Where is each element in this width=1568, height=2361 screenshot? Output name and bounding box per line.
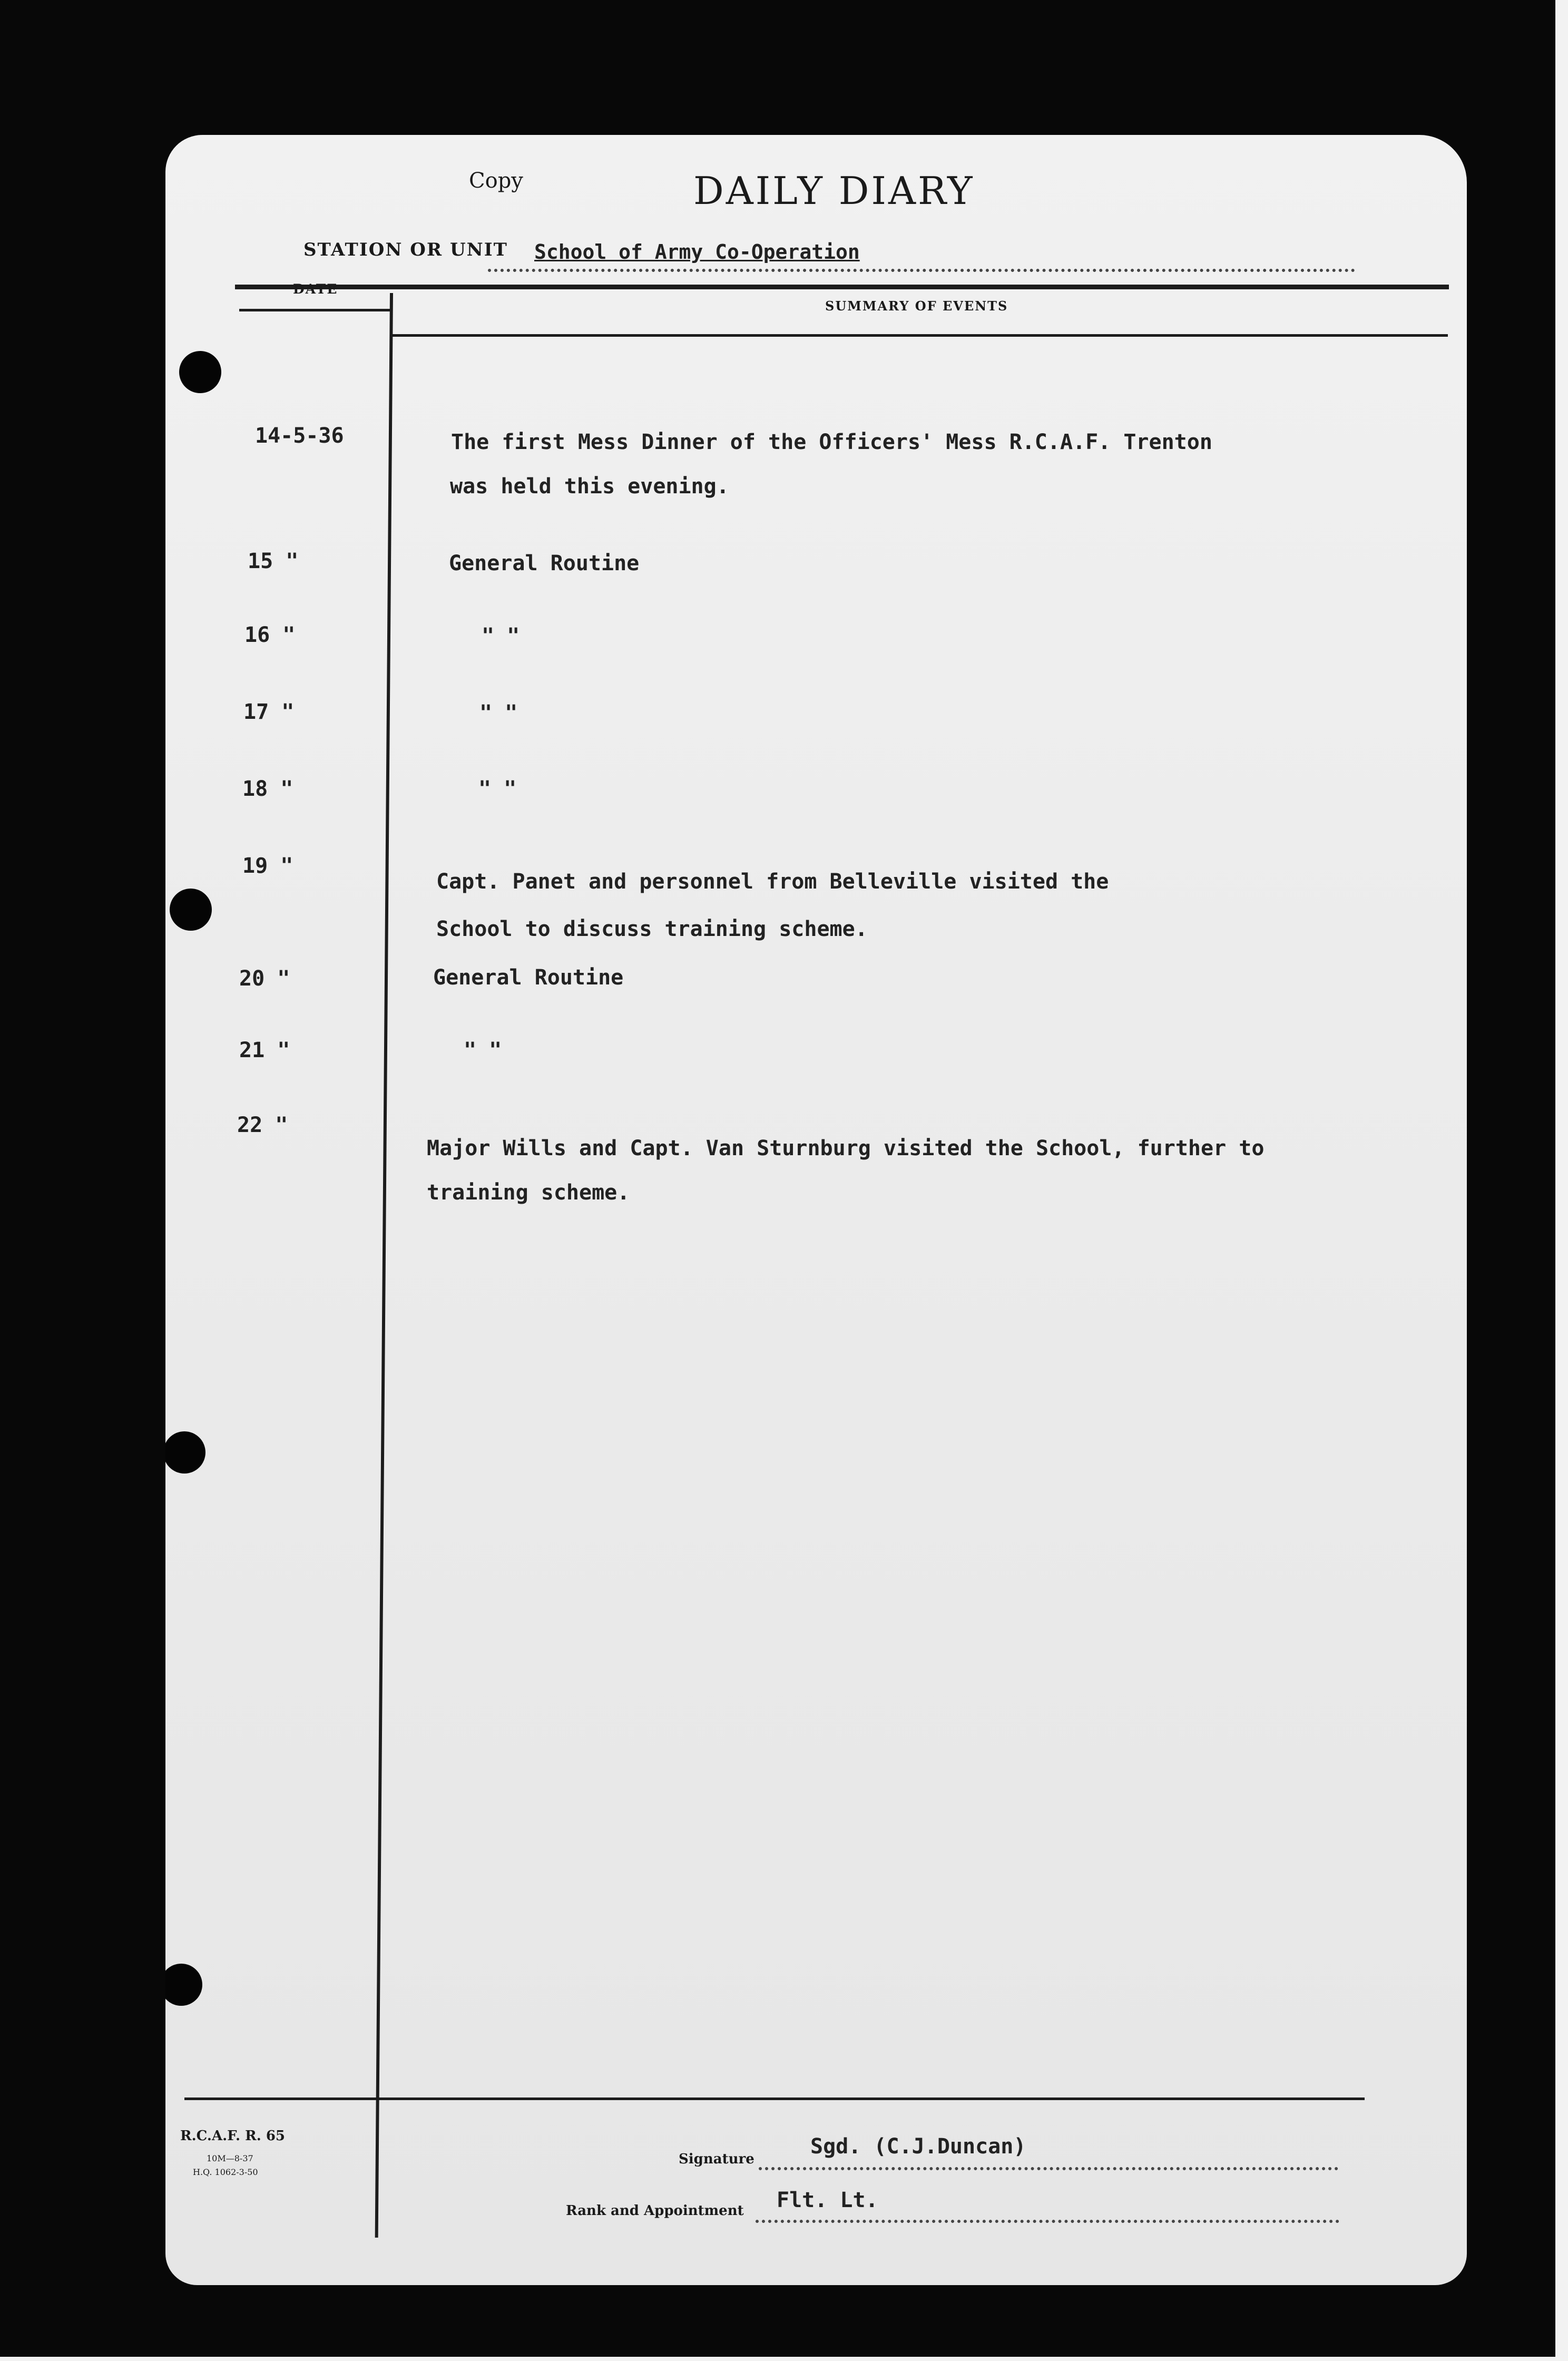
signature-label: Signature	[679, 2151, 754, 2167]
entry-date: 15 "	[248, 549, 299, 573]
entry-date: 20 "	[239, 967, 290, 991]
entry-date: 16 "	[244, 623, 296, 647]
rank-value: Flt. Lt.	[777, 2188, 878, 2212]
entry-date: 19 "	[242, 854, 293, 878]
entry-date: 22 "	[237, 1113, 288, 1137]
date-column-header: DATE	[293, 281, 338, 297]
entry-text-line: School to discuss training scheme.	[436, 917, 868, 941]
entry-date: 21 "	[239, 1038, 290, 1062]
signature-value: Sgd. (C.J.Duncan)	[810, 2134, 1026, 2159]
signature-line	[759, 2167, 1338, 2170]
diary-page	[165, 135, 1467, 2285]
entry-text-line: General Routine	[433, 965, 624, 990]
entry-text-line: " "	[464, 1038, 502, 1062]
entry-text-line: " "	[479, 701, 518, 725]
summary-header-rule	[392, 334, 1448, 337]
scan-border-right	[1555, 0, 1568, 2361]
form-number: R.C.A.F. R. 65	[180, 2128, 286, 2144]
binder-hole	[179, 351, 221, 393]
entry-text-line: Capt. Panet and personnel from Belleville visited the	[436, 870, 1109, 894]
entry-text-line: " "	[482, 624, 520, 648]
footer-rule	[184, 2097, 1365, 2100]
print-code: 10M—8-37	[207, 2153, 253, 2163]
entry-text-line: The first Mess Dinner of the Officers' Mess R.C.A.F. Trenton	[451, 430, 1212, 454]
rank-label: Rank and Appointment	[566, 2203, 744, 2219]
copy-label: Copy	[469, 169, 523, 193]
form-title: DAILY DIARY	[693, 169, 975, 213]
entry-date: 17 "	[243, 700, 295, 724]
entry-text-line: training scheme.	[427, 1180, 630, 1205]
header-top-rule	[235, 285, 1449, 289]
scan-border-bottom	[0, 2357, 1568, 2361]
station-label: STATION OR UNIT	[303, 239, 508, 260]
station-line	[488, 269, 1355, 272]
entry-text-line: was held this evening.	[450, 474, 729, 499]
binder-hole	[165, 1964, 202, 2006]
entry-text-line: " "	[478, 777, 517, 801]
binder-hole	[170, 889, 212, 931]
summary-column-header: SUMMARY OF EVENTS	[825, 298, 1008, 314]
entry-text-line: Major Wills and Capt. Van Sturnburg visited the School, further to	[427, 1136, 1265, 1160]
hq-code: H.Q. 1062-3-50	[193, 2167, 258, 2177]
date-header-rule	[239, 309, 392, 311]
column-divider	[375, 293, 393, 2238]
entry-date: 14-5-36	[255, 424, 344, 448]
binder-hole	[165, 1431, 205, 1474]
rank-line	[756, 2220, 1339, 2223]
entry-date: 18 "	[242, 777, 293, 801]
station-value: School of Army Co-Operation	[534, 240, 860, 264]
entry-text-line: General Routine	[449, 551, 640, 575]
